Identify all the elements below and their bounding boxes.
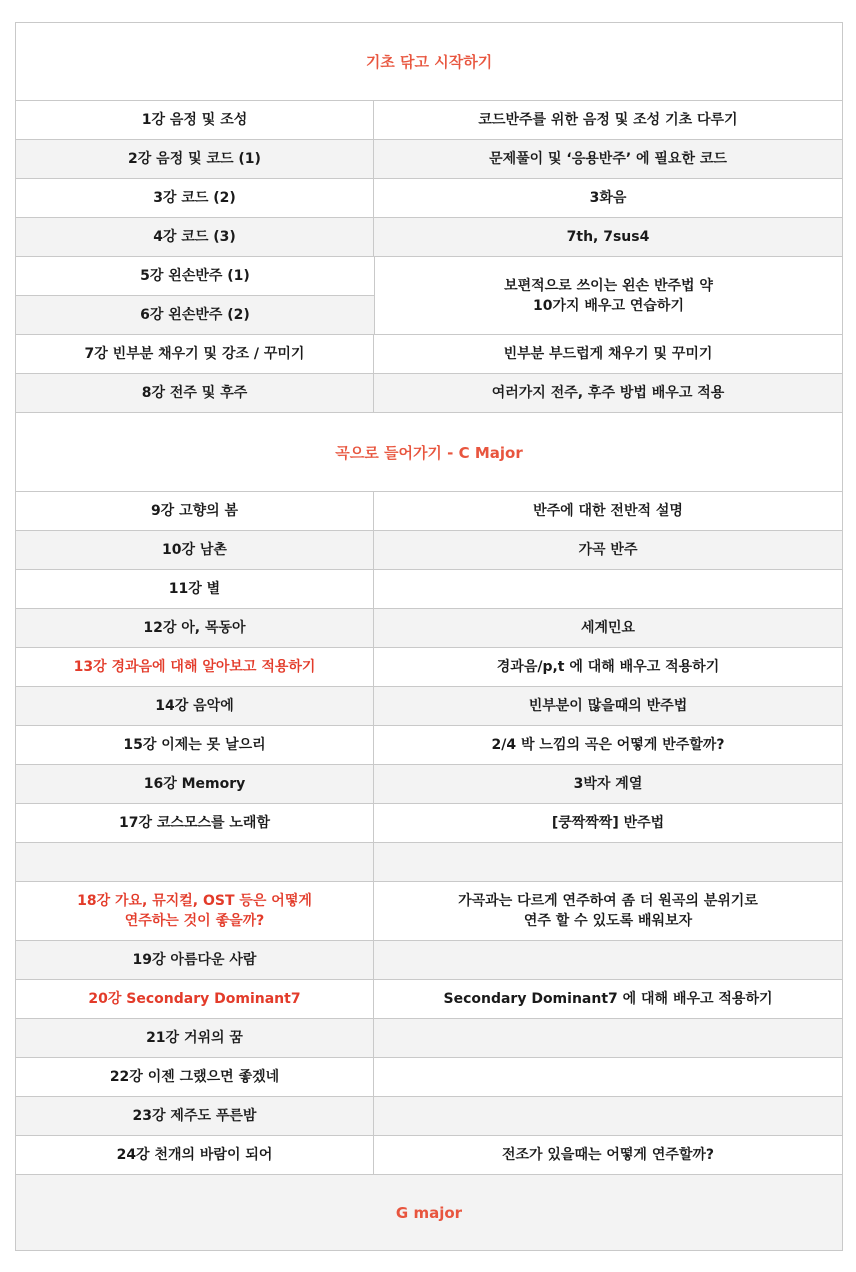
lesson-title-highlighted: 13강 경과음에 대해 알아보고 적용하기 xyxy=(16,648,374,686)
lesson-description: 3박자 계열 xyxy=(573,776,643,792)
lesson-title: 5강 왼손반주 (1) xyxy=(16,257,374,296)
table-row-empty xyxy=(16,843,842,882)
lesson-description xyxy=(374,843,842,881)
lesson-title: 15강 이제는 못 날으리 xyxy=(16,726,374,764)
table-row xyxy=(16,941,842,980)
lesson-title: 3강 코드 (2) xyxy=(16,179,374,217)
lesson-description: 빈부분 부드럽게 채우기 및 꾸미기 xyxy=(503,346,713,362)
lesson-title: 12강 아, 목동아 xyxy=(16,609,374,647)
lesson-description xyxy=(374,941,842,979)
table-row xyxy=(16,531,842,570)
lesson-description: 세계민요 xyxy=(580,620,636,636)
lesson-description: 빈부분이 많을때의 반주법 xyxy=(528,698,688,714)
lesson-description: 반주에 대한 전반적 설명 xyxy=(533,503,683,519)
lesson-description: Secondary Dominant7 에 대해 배우고 적용하기 xyxy=(443,991,773,1007)
table-row xyxy=(16,687,842,726)
table-row xyxy=(16,374,842,413)
table-row xyxy=(16,335,842,374)
lesson-title: 1강 음정 및 조성 xyxy=(16,101,374,139)
lesson-description-text: 가곡과는 다르게 연주하여 좀 더 원곡의 분위기로 연주 할 수 있도록 배워보자 xyxy=(458,893,758,929)
merged-left-column xyxy=(16,257,375,334)
lesson-title: 9강 고향의 봄 xyxy=(16,492,374,530)
lesson-description: 전조가 있을때는 어떻게 연주할까? xyxy=(501,1147,715,1163)
curriculum-table xyxy=(15,22,843,1251)
lesson-title: 14강 음악에 xyxy=(16,687,374,725)
table-row xyxy=(16,492,842,531)
table-row xyxy=(16,765,842,804)
table-row xyxy=(16,570,842,609)
lesson-title: 6강 왼손반주 (2) xyxy=(16,296,374,334)
section-header-g-major: G major xyxy=(16,1175,842,1250)
table-row xyxy=(16,218,842,257)
lesson-description xyxy=(374,570,842,608)
lesson-title xyxy=(16,843,374,881)
lesson-title: 23강 제주도 푸른밤 xyxy=(16,1097,374,1135)
lesson-description xyxy=(374,882,842,940)
lesson-description xyxy=(374,1019,842,1057)
lesson-description: 2/4 박 느낌의 곡은 어떻게 반주할까? xyxy=(491,737,725,753)
lesson-title: 2강 음정 및 코드 (1) xyxy=(16,140,374,178)
lesson-title: 19강 아름다운 사람 xyxy=(16,941,374,979)
lesson-description: 가곡 반주 xyxy=(578,542,638,558)
lesson-description: 3화음 xyxy=(589,190,627,206)
lesson-title: 4강 코드 (3) xyxy=(16,218,374,256)
table-row xyxy=(16,1136,842,1175)
table-row xyxy=(16,882,842,941)
table-row xyxy=(16,980,842,1019)
lesson-title: 7강 빈부분 채우기 및 강조 / 꾸미기 xyxy=(16,335,374,373)
lesson-description xyxy=(374,1097,842,1135)
section-header-c-major: 곡으로 들어가기 - C Major xyxy=(16,413,842,492)
table-row xyxy=(16,726,842,765)
lesson-title: 24강 천개의 바람이 되어 xyxy=(16,1136,374,1174)
table-row xyxy=(16,1097,842,1136)
table-row-merged xyxy=(16,257,842,335)
lesson-title: 10강 남촌 xyxy=(16,531,374,569)
lesson-description-text: 보편적으로 쓰이는 왼손 반주법 약 10가지 배우고 연습하기 xyxy=(504,277,713,314)
lesson-description xyxy=(374,1058,842,1096)
table-row xyxy=(16,1019,842,1058)
lesson-title-highlighted: 20강 Secondary Dominant7 xyxy=(16,980,374,1018)
lesson-title: 11강 별 xyxy=(16,570,374,608)
lesson-title: 21강 거위의 꿈 xyxy=(16,1019,374,1057)
lesson-description: 경과음/p,t 에 대해 배우고 적용하기 xyxy=(496,659,720,675)
lesson-description: 문제풀이 및 ‘응용반주’ 에 필요한 코드 xyxy=(489,151,727,167)
table-row xyxy=(16,101,842,140)
table-row xyxy=(16,140,842,179)
lesson-title: 16강 Memory xyxy=(16,765,374,803)
lesson-description: [쿵짝짝짝] 반주법 xyxy=(551,815,665,831)
lesson-title: 8강 전주 및 후주 xyxy=(16,374,374,412)
lesson-title-text: 18강 가요, 뮤지컬, OST 등은 어떻게 연주하는 것이 좋을까? xyxy=(77,893,312,929)
lesson-description: 코드반주를 위한 음정 및 조성 기초 다루기 xyxy=(478,112,738,128)
table-row xyxy=(16,1058,842,1097)
table-row xyxy=(16,179,842,218)
lesson-title: 22강 이젠 그랬으면 좋겠네 xyxy=(16,1058,374,1096)
lesson-description xyxy=(375,257,842,334)
table-row xyxy=(16,648,842,687)
lesson-description: 여러가지 전주, 후주 방법 배우고 적용 xyxy=(491,385,725,401)
lesson-title-highlighted xyxy=(16,882,374,940)
table-row xyxy=(16,804,842,843)
lesson-title: 17강 코스모스를 노래함 xyxy=(16,804,374,842)
section-header-basics: 기초 닦고 시작하기 xyxy=(16,23,842,101)
lesson-description: 7th, 7sus4 xyxy=(566,229,650,245)
table-row xyxy=(16,609,842,648)
